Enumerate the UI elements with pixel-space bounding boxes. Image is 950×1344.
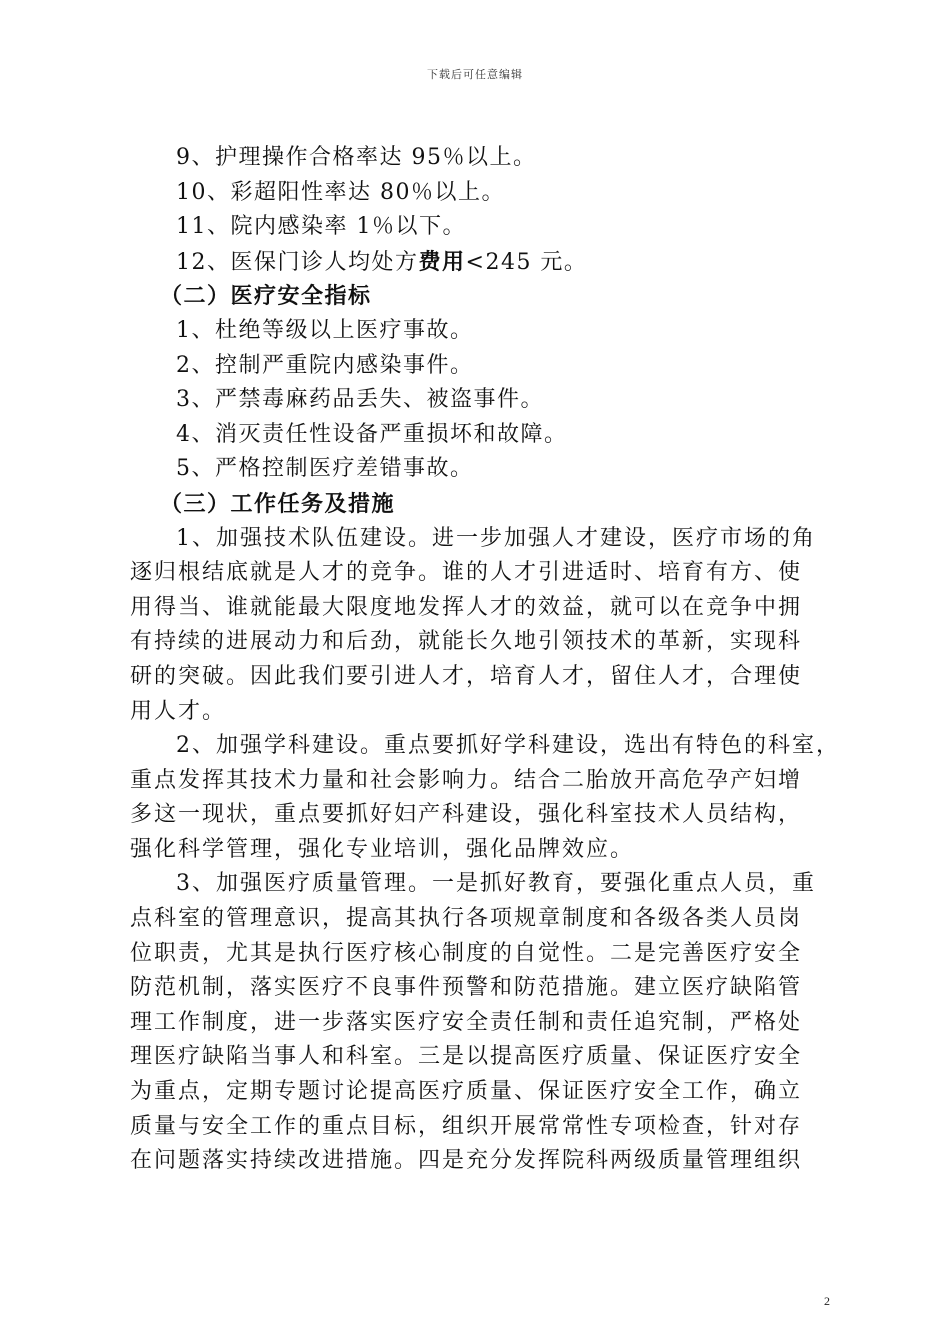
list-item: 11、院内感染率 1％以下。	[176, 214, 466, 240]
paragraph-line: 研的突破。因此我们要引进人才，培育人才，留住人才，合理使	[130, 663, 803, 689]
paragraph-discipline	[130, 729, 840, 867]
list-item: 4、消灭责任性设备严重损坏和故障。	[176, 421, 568, 447]
paragraph-line: 防范机制，落实医疗不良事件预警和防范措施。建立医疗缺陷管	[130, 975, 803, 1001]
page-header-note: 下载后可任意编辑	[427, 68, 523, 81]
paragraph-line: 2、加强学科建设。重点要抓好学科建设，选出有特色的科室，	[176, 733, 840, 759]
list-item: 3、严禁毒麻药品丢失、被盗事件。	[176, 387, 544, 413]
paragraph-line: 质量与安全工作的重点目标，组织开展常常性专项检查，针对存	[130, 1113, 803, 1139]
paragraph-talent	[130, 522, 835, 730]
paragraph-line: 用人才。	[130, 698, 227, 724]
paragraph-line: 理工作制度，进一步落实医疗安全责任制和责任追究制，严格处	[130, 1009, 803, 1035]
page-number: 2	[824, 1294, 830, 1308]
paragraph-line: 有持续的进展动力和后劲，就能长久地引领技术的革新，实现科	[130, 629, 803, 655]
document-body	[130, 141, 840, 1179]
list-item-12	[130, 245, 835, 280]
list-item: 5、严格控制医疗差错事故。	[176, 456, 474, 482]
paragraph-line: 理医疗缺陷当事人和科室。三是以提高医疗质量、保证医疗安全	[130, 1044, 803, 1070]
section-heading-safety: （二）医疗安全指标	[160, 283, 372, 310]
item-12-prefix: 12、医保门诊人均处方	[176, 249, 419, 275]
section-heading-tasks: （三）工作任务及措施	[160, 490, 396, 517]
paragraph-line: 用得当、谁就能最大限度地发挥人才的效益，就可以在竞争中拥	[130, 594, 803, 620]
paragraph-line: 强化科学管理，强化专业培训，强化品牌效应。	[130, 836, 635, 862]
paragraph-line: 在问题落实持续改进措施。四是充分发挥院科两级质量管理组织	[130, 1148, 803, 1174]
paragraph-line: 为重点，定期专题讨论提高医疗质量、保证医疗安全工作，确立	[130, 1079, 803, 1105]
item-12-suffix: <245 元。	[465, 249, 588, 275]
item-12-bold-text: 费用	[418, 248, 466, 275]
list-item: 1、杜绝等级以上医疗事故。	[176, 317, 474, 343]
paragraph-quality	[130, 867, 835, 1178]
paragraph-line: 1、加强技术队伍建设。进一步加强人才建设，医疗市场的角	[176, 525, 816, 551]
paragraph-line: 逐归根结底就是人才的竞争。谁的人才引进适时、培育有方、使	[130, 560, 803, 586]
list-item: 10、彩超阳性率达 80％以上。	[176, 179, 505, 205]
paragraph-line: 多这一现状，重点要抓好妇产科建设，强化科室技术人员结构，	[130, 802, 803, 828]
list-item: 2、控制严重院内感染事件。	[176, 352, 474, 378]
paragraph-line: 位职责，尤其是执行医疗核心制度的自觉性。二是完善医疗安全	[130, 940, 803, 966]
paragraph-line: 3、加强医疗质量管理。一是抓好教育，要强化重点人员，重	[176, 871, 816, 897]
list-item: 9、护理操作合格率达 95％以上。	[176, 145, 537, 170]
paragraph-line: 点科室的管理意识，提高其执行各项规章制度和各级各类人员岗	[130, 906, 803, 932]
paragraph-line: 重点发挥其技术力量和社会影响力。结合二胎放开高危孕产妇增	[130, 767, 803, 793]
